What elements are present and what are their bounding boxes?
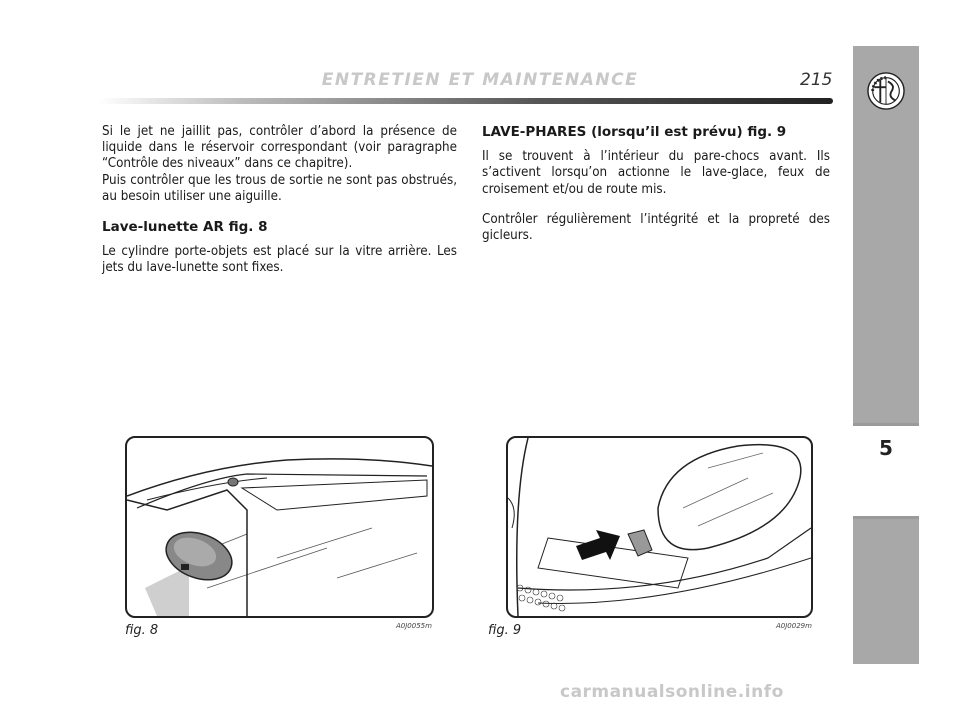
paragraph-rear-washer: Le cylindre porte-objets est placé sur la vitre arrière. Les jets du lave-lunette sont fixes. — [102, 244, 457, 276]
chapter-sidebar — [853, 46, 919, 664]
figure-8-caption: fig. 8 — [125, 623, 159, 638]
figure-9-headlight-washer-illustration — [506, 436, 813, 618]
alfa-romeo-logo-icon — [867, 72, 905, 110]
left-column — [102, 124, 457, 277]
figure-8-code: A0J0055m — [396, 622, 432, 630]
section-title: ENTRETIEN ET MAINTENANCE — [321, 70, 639, 90]
paragraph-jet-check: Si le jet ne jaillit pas, contrôler d’abord la présence de liquide dans le réservoir correspondant (voir paragraphe “Contrôle des niveaux” dans ce chapitre). — [102, 124, 457, 172]
heading-rear-washer: Lave-lunette AR fig. 8 — [102, 219, 268, 236]
figure-9-caption: fig. 9 — [488, 623, 522, 638]
page-number: 215 — [800, 70, 833, 90]
chapter-number: 5 — [879, 436, 893, 460]
paragraph-outlet-holes: Puis contrôler que les trous de sortie ne sont pas obstrués, au besoin utiliser une aiguille. — [102, 172, 457, 204]
figure-9-code: A0J0029m — [776, 622, 812, 630]
right-column — [482, 124, 830, 244]
paragraph-nozzle-check: Contrôler régulièrement l’intégrité et la propreté des gicleurs. — [482, 211, 830, 244]
paragraph-headlight-location: Il se trouvent à l’intérieur du pare-chocs avant. Ils s’activent lorsqu’on actionne le lave-glace, feux de croisement et/ou de route mis. — [482, 149, 830, 197]
heading-headlight-washers: LAVE-PHARES (lorsqu’il est prévu) fig. 9 — [482, 124, 787, 140]
site-watermark[interactable]: carmanualsonline.info — [560, 682, 784, 702]
figure-8-rear-washer-illustration — [125, 436, 434, 618]
header-divider — [98, 98, 833, 104]
